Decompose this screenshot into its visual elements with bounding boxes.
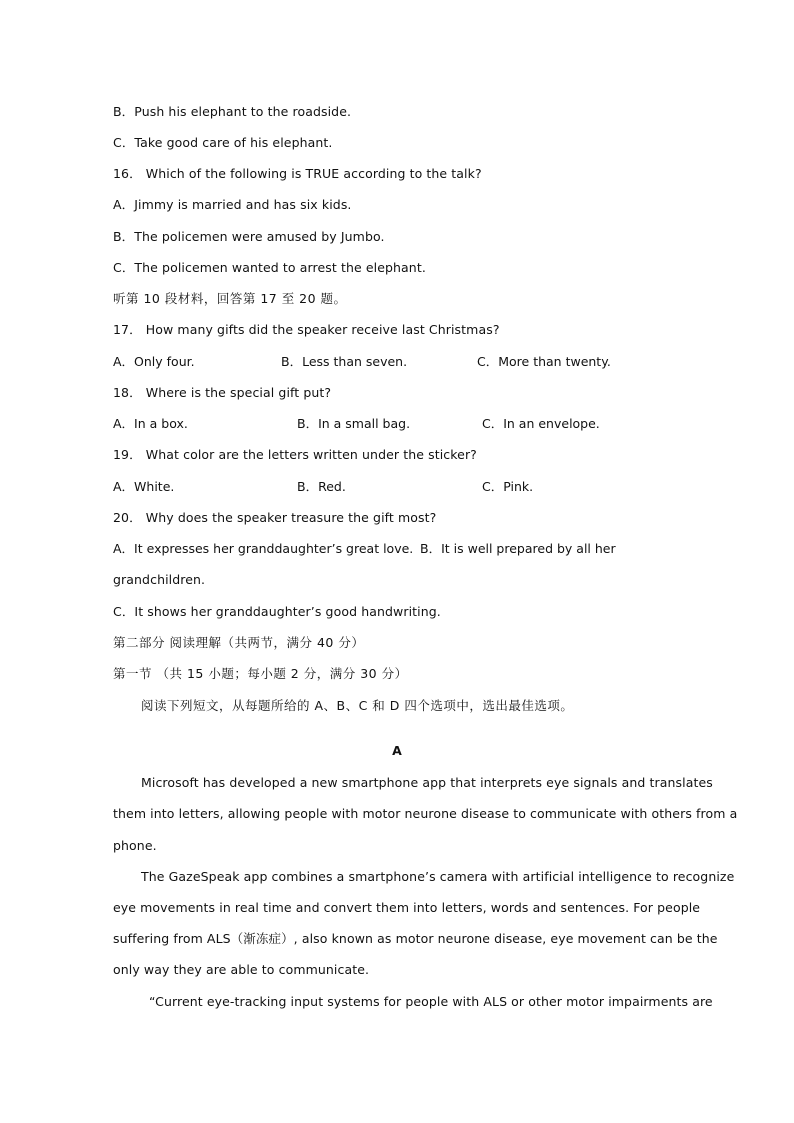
q19-option-c: C．Pink. bbox=[482, 479, 534, 494]
passage-title: A bbox=[392, 743, 402, 758]
q20-option-a: A．It expresses her granddaughter’s great love. bbox=[113, 541, 414, 556]
question-17: 17． How many gifts did the speaker receive last Christmas? bbox=[113, 322, 500, 337]
q15-option-b: B．Push his elephant to the roadside. bbox=[113, 104, 352, 119]
q17-option-a: A．Only four. bbox=[113, 354, 195, 369]
section-10-instruction: 听第 10 段材料，回答第 17 至 20 题。 bbox=[113, 291, 347, 306]
q17-option-c: C．More than twenty. bbox=[477, 354, 611, 369]
paragraph-2-line-1: The GazeSpeak app combines a smartphone’s camera with artificial intelligence to recognize bbox=[141, 869, 735, 884]
q16-option-c: C．The policemen wanted to arrest the elephant. bbox=[113, 260, 426, 275]
q19-option-b: B．Red. bbox=[297, 479, 346, 494]
paragraph-2-line-3: suffering from ALS（渐冻症）, also known as motor neurone disease, eye movement can be the bbox=[113, 931, 718, 946]
question-16: 16． Which of the following is TRUE according to the talk? bbox=[113, 166, 482, 181]
question-18: 18． Where is the special gift put? bbox=[113, 385, 332, 400]
q19-option-a: A．White. bbox=[113, 479, 175, 494]
reading-instruction: 阅读下列短文，从每题所给的 A、B、C 和 D 四个选项中，选出最佳选项。 bbox=[141, 698, 574, 713]
question-19: 19． What color are the letters written under the sticker? bbox=[113, 447, 477, 462]
paragraph-2-line-2: eye movements in real time and convert them into letters, words and sentences. For people bbox=[113, 900, 701, 915]
q15-option-c: C．Take good care of his elephant. bbox=[113, 135, 333, 150]
question-20: 20． Why does the speaker treasure the gift most? bbox=[113, 510, 437, 525]
paragraph-1-line-3: phone. bbox=[113, 838, 157, 853]
part-two-heading: 第二部分 阅读理解（共两节，满分 40 分） bbox=[113, 635, 365, 650]
q20-option-b-continuation: grandchildren. bbox=[113, 572, 206, 587]
paragraph-2-line-4: only way they are able to communicate. bbox=[113, 962, 370, 977]
q16-option-b: B．The policemen were amused by Jumbo. bbox=[113, 229, 385, 244]
q16-option-a: A．Jimmy is married and has six kids. bbox=[113, 197, 352, 212]
q17-option-b: B．Less than seven. bbox=[281, 354, 408, 369]
q20-option-b: B．It is well prepared by all her bbox=[420, 541, 616, 556]
paragraph-3-line-1: “Current eye-tracking input systems for people with ALS or other motor impairments are bbox=[149, 994, 713, 1009]
q18-option-b: B．In a small bag. bbox=[297, 416, 411, 431]
q20-option-c: C．It shows her granddaughter’s good handwriting. bbox=[113, 604, 441, 619]
paragraph-1-line-1: Microsoft has developed a new smartphone app that interprets eye signals and translates bbox=[141, 775, 713, 790]
q18-option-a: A．In a box. bbox=[113, 416, 188, 431]
paragraph-1-line-2: them into letters, allowing people with motor neurone disease to communicate with others from a bbox=[113, 806, 738, 821]
q18-option-c: C．In an envelope. bbox=[482, 416, 600, 431]
section-one-heading: 第一节 （共 15 小题；每小题 2 分，满分 30 分） bbox=[113, 666, 408, 681]
